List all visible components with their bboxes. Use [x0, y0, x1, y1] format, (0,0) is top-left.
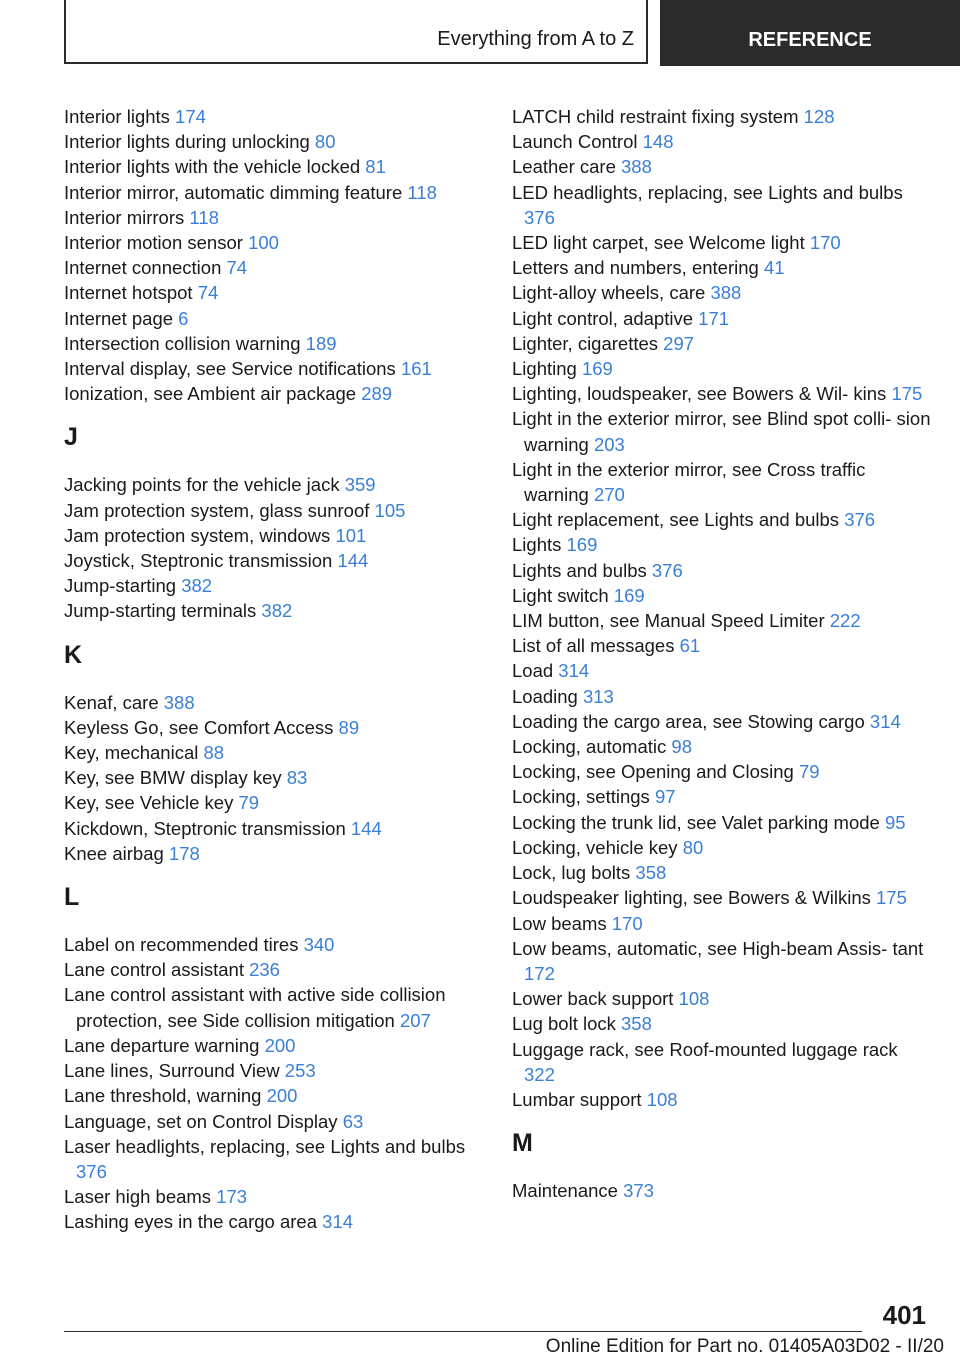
- page-reference-link[interactable]: 388: [163, 691, 195, 713]
- index-entry: [512, 709, 932, 734]
- index-entry-term: Key, mechanical: [64, 742, 199, 764]
- index-entry-term: Interior lights during unlocking: [64, 131, 310, 153]
- index-entry-term: Loudspeaker lighting, see Bowers & Wilkins: [512, 887, 871, 909]
- index-entry-term: Locking, see Opening and Closing: [512, 761, 794, 783]
- index-entry: [512, 230, 932, 255]
- index-entry: [64, 548, 474, 573]
- page-reference-link[interactable]: 376: [844, 509, 876, 531]
- page-reference-link[interactable]: 89: [338, 716, 360, 738]
- index-entry: [512, 835, 932, 860]
- index-entry-term: Kenaf, care: [64, 691, 159, 713]
- page-reference-link[interactable]: 175: [876, 887, 907, 909]
- page-reference-link[interactable]: 83: [286, 767, 308, 789]
- page-reference-link[interactable]: 376: [524, 206, 555, 228]
- index-entry: [512, 457, 932, 507]
- page-reference-link[interactable]: 6: [178, 307, 189, 329]
- index-entry: [64, 381, 474, 406]
- index-entry-term: Loading: [512, 685, 578, 707]
- index-entry: [512, 406, 932, 456]
- index-entry-term: Internet page: [64, 307, 174, 329]
- page-reference-link[interactable]: 97: [654, 786, 676, 808]
- index-entry: [64, 573, 474, 598]
- index-entry: [512, 608, 932, 633]
- index-entry-term: Keyless Go, see Comfort Access: [64, 716, 334, 738]
- page-reference-link[interactable]: 170: [809, 232, 841, 254]
- page-reference-link[interactable]: 148: [642, 131, 674, 153]
- header-title: Everything from A to Z: [437, 28, 634, 50]
- index-entry-term: Lights: [512, 534, 562, 556]
- index-entry-term: Lane control assistant: [64, 959, 244, 981]
- page-reference-link[interactable]: 171: [698, 307, 730, 329]
- index-entry-term: Laser headlights, replacing, see Lights and bulbs: [64, 1135, 466, 1157]
- page-reference-link[interactable]: 128: [803, 106, 835, 127]
- index-entry-term: Key, see BMW display key: [64, 767, 282, 789]
- index-entry-term: Locking, settings: [512, 786, 650, 808]
- index-entry-term: Jump-starting terminals: [64, 600, 257, 622]
- index-entry-term: Laser high beams: [64, 1186, 212, 1208]
- index-entry-term: Locking, vehicle key: [512, 836, 678, 858]
- index-column-left: [64, 104, 474, 1235]
- index-entry: [64, 932, 474, 957]
- index-entry: [512, 860, 932, 885]
- index-entry: [512, 104, 932, 129]
- page-reference-link[interactable]: 358: [621, 1013, 652, 1035]
- page-reference-link[interactable]: 200: [264, 1034, 296, 1056]
- page-reference-link[interactable]: 95: [884, 811, 906, 833]
- page-reference-link[interactable]: 297: [663, 332, 695, 354]
- index-entry: [64, 230, 474, 255]
- page-reference-link[interactable]: 222: [829, 610, 861, 632]
- page-reference-link[interactable]: 81: [365, 156, 386, 178]
- page-reference-link[interactable]: 169: [613, 584, 645, 606]
- page-reference-link[interactable]: 253: [284, 1060, 316, 1082]
- page-reference-link[interactable]: 203: [593, 433, 625, 455]
- index-entry: [64, 205, 474, 230]
- page-reference-link[interactable]: 88: [203, 742, 225, 764]
- index-entry-term: Lane control assistant with active side collision protection, see Side collision mitigation: [64, 984, 446, 1031]
- index-entry: [64, 523, 474, 548]
- index-entry: [64, 104, 474, 129]
- index-entry-term: Interior lights: [64, 106, 170, 127]
- index-entry: [64, 154, 474, 179]
- index-entry: [512, 810, 932, 835]
- page-reference-link[interactable]: 118: [407, 181, 437, 203]
- page-reference-link[interactable]: 74: [226, 257, 248, 279]
- page-reference-link[interactable]: 61: [679, 635, 701, 657]
- section-letter-heading: M: [512, 1129, 533, 1158]
- index-entry-term: Light in the exterior mirror, see Cross traffic warning: [512, 458, 866, 506]
- page-reference-link[interactable]: 207: [399, 1009, 431, 1031]
- index-entry: [64, 841, 474, 866]
- index-entry: [512, 1011, 932, 1036]
- index-entry: [512, 986, 932, 1011]
- index-entry: [64, 498, 474, 523]
- page-reference-link[interactable]: 100: [248, 232, 279, 254]
- index-entry-term: Lower back support: [512, 988, 674, 1010]
- index-entry-term: Locking, automatic: [512, 736, 667, 758]
- section-tab: [660, 0, 960, 66]
- index-entry: [512, 759, 932, 784]
- page-reference-link[interactable]: 144: [350, 817, 382, 839]
- page-reference-link[interactable]: 105: [374, 499, 406, 521]
- index-entry: [512, 331, 932, 356]
- index-entry-term: Luggage rack, see Roof-mounted luggage rack: [512, 1038, 898, 1060]
- index-entry: [512, 885, 932, 910]
- page-reference-link[interactable]: 322: [524, 1063, 555, 1085]
- index-entry: [64, 180, 474, 205]
- index-entry: [512, 1037, 932, 1087]
- index-entry: [64, 356, 474, 381]
- page-reference-link[interactable]: 175: [891, 383, 923, 405]
- index-entry: [512, 734, 932, 759]
- index-entry-term: Locking the trunk lid, see Valet parking mode: [512, 811, 880, 833]
- index-entry: [512, 911, 932, 936]
- page-reference-link[interactable]: 178: [168, 842, 200, 864]
- index-entry: [512, 784, 932, 809]
- page-reference-link[interactable]: 101: [335, 524, 367, 546]
- page-reference-link[interactable]: 118: [189, 206, 219, 228]
- page-reference-link[interactable]: 314: [558, 660, 590, 682]
- index-entry-term: Low beams: [512, 912, 607, 934]
- index-entry-term: Load: [512, 660, 554, 682]
- page-reference-link[interactable]: 98: [671, 736, 692, 758]
- index-entry: [64, 790, 474, 815]
- page-reference-link[interactable]: 169: [566, 534, 598, 556]
- index-entry: [64, 765, 474, 790]
- index-entry: [512, 154, 932, 179]
- index-entry: [512, 633, 932, 658]
- index-entry-term: Interior mirrors: [64, 206, 185, 228]
- index-entry-term: List of all messages: [512, 635, 675, 657]
- index-entry-term: Jam protection system, glass sunroof: [64, 499, 370, 521]
- index-entry-term: Maintenance: [512, 1180, 618, 1202]
- index-entry: [512, 381, 932, 406]
- index-entry-term: Lane threshold, warning: [64, 1085, 262, 1107]
- index-entry: [512, 1178, 932, 1203]
- page-reference-link[interactable]: 382: [261, 600, 293, 622]
- index-entry-term: Interior motion sensor: [64, 232, 243, 254]
- index-entry-term: LED light carpet, see Welcome light: [512, 232, 805, 254]
- index-entry-term: Lashing eyes in the cargo area: [64, 1211, 318, 1233]
- index-entry-term: Interval display, see Service notifications: [64, 358, 396, 380]
- page-reference-link[interactable]: 340: [303, 934, 335, 956]
- section-letter-heading: J: [64, 423, 78, 452]
- index-entry-term: LIM button, see Manual Speed Limiter: [512, 610, 825, 632]
- index-entry: [64, 1033, 474, 1058]
- page-reference-link[interactable]: 388: [621, 156, 652, 178]
- page-reference-link[interactable]: 108: [646, 1088, 678, 1110]
- page-reference-link[interactable]: 41: [763, 257, 785, 279]
- index-entry: [512, 658, 932, 683]
- index-entry: [64, 1209, 474, 1234]
- index-entry-term: Lighting: [512, 358, 577, 380]
- index-entry: [512, 507, 932, 532]
- page-reference-link[interactable]: 382: [181, 575, 213, 597]
- section-tab-label: REFERENCE: [748, 29, 872, 51]
- index-entry: [64, 1184, 474, 1209]
- page-reference-link[interactable]: 174: [175, 106, 206, 127]
- page-reference-link[interactable]: 80: [314, 131, 336, 153]
- footer-divider: [64, 1331, 862, 1332]
- index-entry: [64, 1109, 474, 1134]
- index-entry: [64, 1083, 474, 1108]
- index-entry: [64, 957, 474, 982]
- index-entry-term: Lighting, loudspeaker, see Bowers & Wil‐ kins: [512, 383, 887, 405]
- index-entry-term: Light replacement, see Lights and bulbs: [512, 509, 840, 531]
- page-reference-link[interactable]: 169: [581, 358, 613, 380]
- index-entry-term: Leather care: [512, 156, 616, 178]
- page-reference-link[interactable]: 236: [249, 959, 280, 981]
- page-reference-link[interactable]: 173: [216, 1186, 248, 1208]
- page-reference-link[interactable]: 108: [678, 988, 710, 1010]
- page-reference-link[interactable]: 144: [337, 550, 369, 572]
- page-reference-link[interactable]: 314: [869, 710, 901, 732]
- page-reference-link[interactable]: 359: [344, 474, 376, 496]
- index-entry: [512, 684, 932, 709]
- index-entry-term: Lane departure warning: [64, 1034, 260, 1056]
- page-reference-link[interactable]: 270: [593, 484, 625, 506]
- page-reference-link[interactable]: 74: [197, 282, 219, 304]
- index-entry-term: Lumbar support: [512, 1088, 642, 1110]
- index-entry-term: Light in the exterior mirror, see Blind spot colli‐ sion warning: [512, 408, 931, 455]
- footer-edition-text: Online Edition for Part no. 01405A03D02 - II/20: [545, 1336, 944, 1357]
- page-reference-link[interactable]: 313: [582, 685, 614, 707]
- page-reference-link[interactable]: 314: [322, 1211, 354, 1233]
- index-entry-term: Internet hotspot: [64, 282, 193, 304]
- page-number: 401: [882, 1300, 926, 1330]
- index-entry-term: Internet connection: [64, 257, 222, 279]
- index-entry-term: Light-alloy wheels, care: [512, 282, 706, 304]
- index-entry: [512, 936, 932, 986]
- index-entry-term: Intersection collision warning: [64, 332, 301, 354]
- page-reference-link[interactable]: 289: [361, 383, 393, 405]
- index-entry: [64, 306, 474, 331]
- page-reference-link[interactable]: 161: [400, 358, 432, 380]
- index-entry-term: Launch Control: [512, 131, 638, 153]
- page-reference-link[interactable]: 373: [623, 1180, 654, 1202]
- index-entry: [512, 306, 932, 331]
- index-entry: [64, 598, 474, 623]
- index-entry-term: Lighter, cigarettes: [512, 332, 659, 354]
- header-frame: [64, 0, 648, 64]
- index-column-right: [512, 104, 932, 1203]
- index-entry-term: Loading the cargo area, see Stowing cargo: [512, 710, 865, 732]
- page-reference-link[interactable]: 376: [76, 1160, 107, 1182]
- page-reference-link[interactable]: 189: [305, 332, 337, 354]
- index-entry-term: Kickdown, Steptronic transmission: [64, 817, 346, 839]
- index-entry-term: Interior lights with the vehicle locked: [64, 156, 361, 178]
- index-entry: [64, 740, 474, 765]
- index-entry-term: Light control, adaptive: [512, 307, 694, 329]
- page-reference-link[interactable]: 170: [611, 912, 643, 934]
- index-entry-term: Key, see Vehicle key: [64, 792, 234, 814]
- section-letter-heading: K: [64, 640, 83, 669]
- page-reference-link[interactable]: 200: [266, 1085, 298, 1107]
- index-entry: [64, 331, 474, 356]
- index-entry-term: Lane lines, Surround View: [64, 1060, 280, 1082]
- index-entry-term: LATCH child restraint fixing system: [512, 106, 799, 127]
- index-entry: [64, 690, 474, 715]
- index-entry: [64, 816, 474, 841]
- index-entry-term: Label on recommended tires: [64, 934, 299, 956]
- index-entry: [512, 558, 932, 583]
- index-entry: [64, 1134, 474, 1184]
- page-reference-link[interactable]: 388: [710, 282, 742, 304]
- index-entry: [512, 356, 932, 381]
- index-entry: [512, 583, 932, 608]
- page-reference-link[interactable]: 63: [342, 1110, 364, 1132]
- index-entry-term: LED headlights, replacing, see Lights and bulbs: [512, 181, 903, 203]
- index-entry: [512, 1087, 932, 1112]
- index-entry-term: Lights and bulbs: [512, 559, 647, 581]
- index-entry: [512, 280, 932, 305]
- page-reference-link[interactable]: 80: [682, 836, 704, 858]
- index-entry-term: Language, set on Control Display: [64, 1110, 338, 1132]
- index-entry: [64, 982, 474, 1032]
- index-entry-term: Lock, lug bolts: [512, 862, 631, 884]
- index-entry: [64, 1058, 474, 1083]
- page-reference-link[interactable]: 358: [635, 862, 667, 884]
- index-entry-term: Lug bolt lock: [512, 1013, 616, 1035]
- index-entry: [512, 129, 932, 154]
- index-entry: [64, 472, 474, 497]
- index-entry: [64, 715, 474, 740]
- page-reference-link[interactable]: 172: [524, 962, 555, 984]
- index-entry-term: Light switch: [512, 584, 609, 606]
- index-entry-term: Knee airbag: [64, 842, 164, 864]
- index-entry: [512, 180, 932, 230]
- index-entry-term: Interior mirror, automatic dimming feature: [64, 181, 403, 203]
- index-entry-term: Jam protection system, windows: [64, 524, 331, 546]
- index-entry-term: Ionization, see Ambient air package: [64, 383, 357, 405]
- index-entry: [512, 532, 932, 557]
- index-entry: [64, 255, 474, 280]
- index-entry-term: Letters and numbers, entering: [512, 257, 759, 279]
- page-reference-link[interactable]: 79: [798, 761, 820, 783]
- index-entry: [64, 280, 474, 305]
- page-reference-link[interactable]: 79: [238, 792, 260, 814]
- index-entry-term: Low beams, automatic, see High-beam Assis‐ tant: [512, 937, 924, 959]
- index-entry: [64, 129, 474, 154]
- index-entry-term: Jacking points for the vehicle jack: [64, 474, 340, 496]
- index-entry-term: Joystick, Steptronic transmission: [64, 550, 333, 572]
- index-entry-term: Jump-starting: [64, 575, 177, 597]
- page-reference-link[interactable]: 376: [651, 559, 683, 581]
- section-letter-heading: L: [64, 883, 80, 912]
- index-entry: [512, 255, 932, 280]
